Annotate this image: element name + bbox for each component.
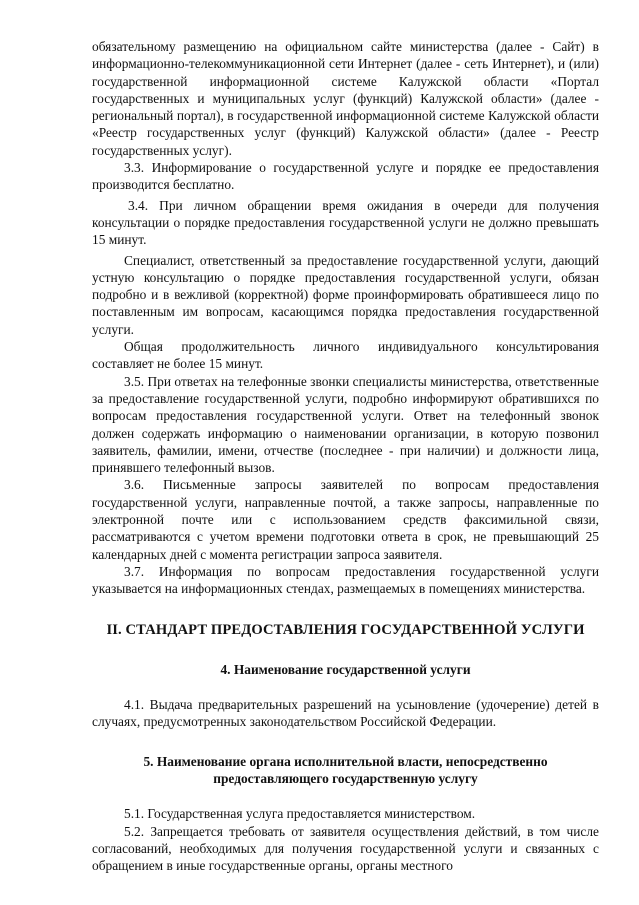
- paragraph-3-6: 3.6. Письменные запросы заявителей по вопросам предоставления государственной услуги, направленные почтой, а также запросы, направленные по электронной почте или с использованием средств факсимильной связи, рассматриваются с учетом времени подготовки ответа в срок, не превышающий 25 календарных дней с момента регистрации запроса заявителя.: [92, 477, 599, 562]
- subheading-5-line-1: 5. Наименование органа исполнительной власти, непосредственно: [143, 753, 548, 769]
- subheading-5-line-2: предоставляющего государственную услугу: [213, 770, 478, 786]
- paragraph-5-1: 5.1. Государственная услуга предоставляется министерством.: [124, 806, 476, 822]
- paragraph-3-5: 3.5. При ответах на телефонные звонки специалисты министерства, ответственные за предоставление государственной услуги, подробно информируют обратившихся по вопросам предоставления государственной услуги. Ответ на телефонный звонок должен содержать информацию о наименовании организации, в которую позвонил заявитель, фамилии, имени, отчестве (последнее - при наличии) и должности лица, принявшего телефонный вызов.: [92, 373, 599, 476]
- section-heading-ii: II. СТАНДАРТ ПРЕДОСТАВЛЕНИЯ ГОСУДАРСТВЕННОЙ УСЛУГИ: [106, 621, 585, 638]
- paragraph-publication-continuation: обязательному размещению на официальном сайте министерства (далее - Сайт) в информационно-телекоммуникационной сети Интернет (далее - сеть Интернет), и (или) государственной информационной системе Калужской области «Портал государственных и муниципальных услуг (функций) Калужской области» (далее - региональный портал), в государственной информационной системе Калужской области «Реестр государственных услуг (функций) Калужской области» (далее - Реестр государственных услуг).: [92, 39, 599, 158]
- paragraph-3-7: 3.7. Информация по вопросам предоставления государственной услуги указывается на информационных стендах, размещаемых в помещениях министерства.: [92, 563, 599, 597]
- document-page: [92, 38, 599, 874]
- subheading-5: [92, 753, 599, 788]
- paragraph-4-1: 4.1. Выдача предварительных разрешений на усыновление (удочерение) детей в случаях, предусмотренных законодательством Российской Федерации.: [92, 697, 599, 730]
- subheading-4: 4. Наименование государственной услуги: [220, 661, 471, 677]
- paragraph-consultation-duration: Общая продолжительность личного индивидуального консультирования составляет не более 15 минут.: [92, 339, 599, 372]
- paragraph-3-4: 3.4. При личном обращении время ожидания в очереди для получения консультации о порядке предоставления государственной услуги не должно превышать 15 минут.: [92, 197, 599, 248]
- paragraph-5-2: 5.2. Запрещается требовать от заявителя осуществления действий, в том числе согласований, необходимых для получения государственной услуги и связанных с обращением в иные государственные органы, органы местного: [92, 823, 599, 874]
- paragraph-specialist: Специалист, ответственный за предоставление государственной услуги, дающий устную консультацию о порядке предоставления государственной услуги, обязан подробно и в вежливой (корректной) форме проинформировать обратившееся лицо по поставленным им вопросам, касающимся порядка предоставления государственной услуги.: [92, 252, 599, 337]
- paragraph-3-3: 3.3. Информирование о государственной услуге и порядке ее предоставления производится бесплатно.: [92, 160, 599, 193]
